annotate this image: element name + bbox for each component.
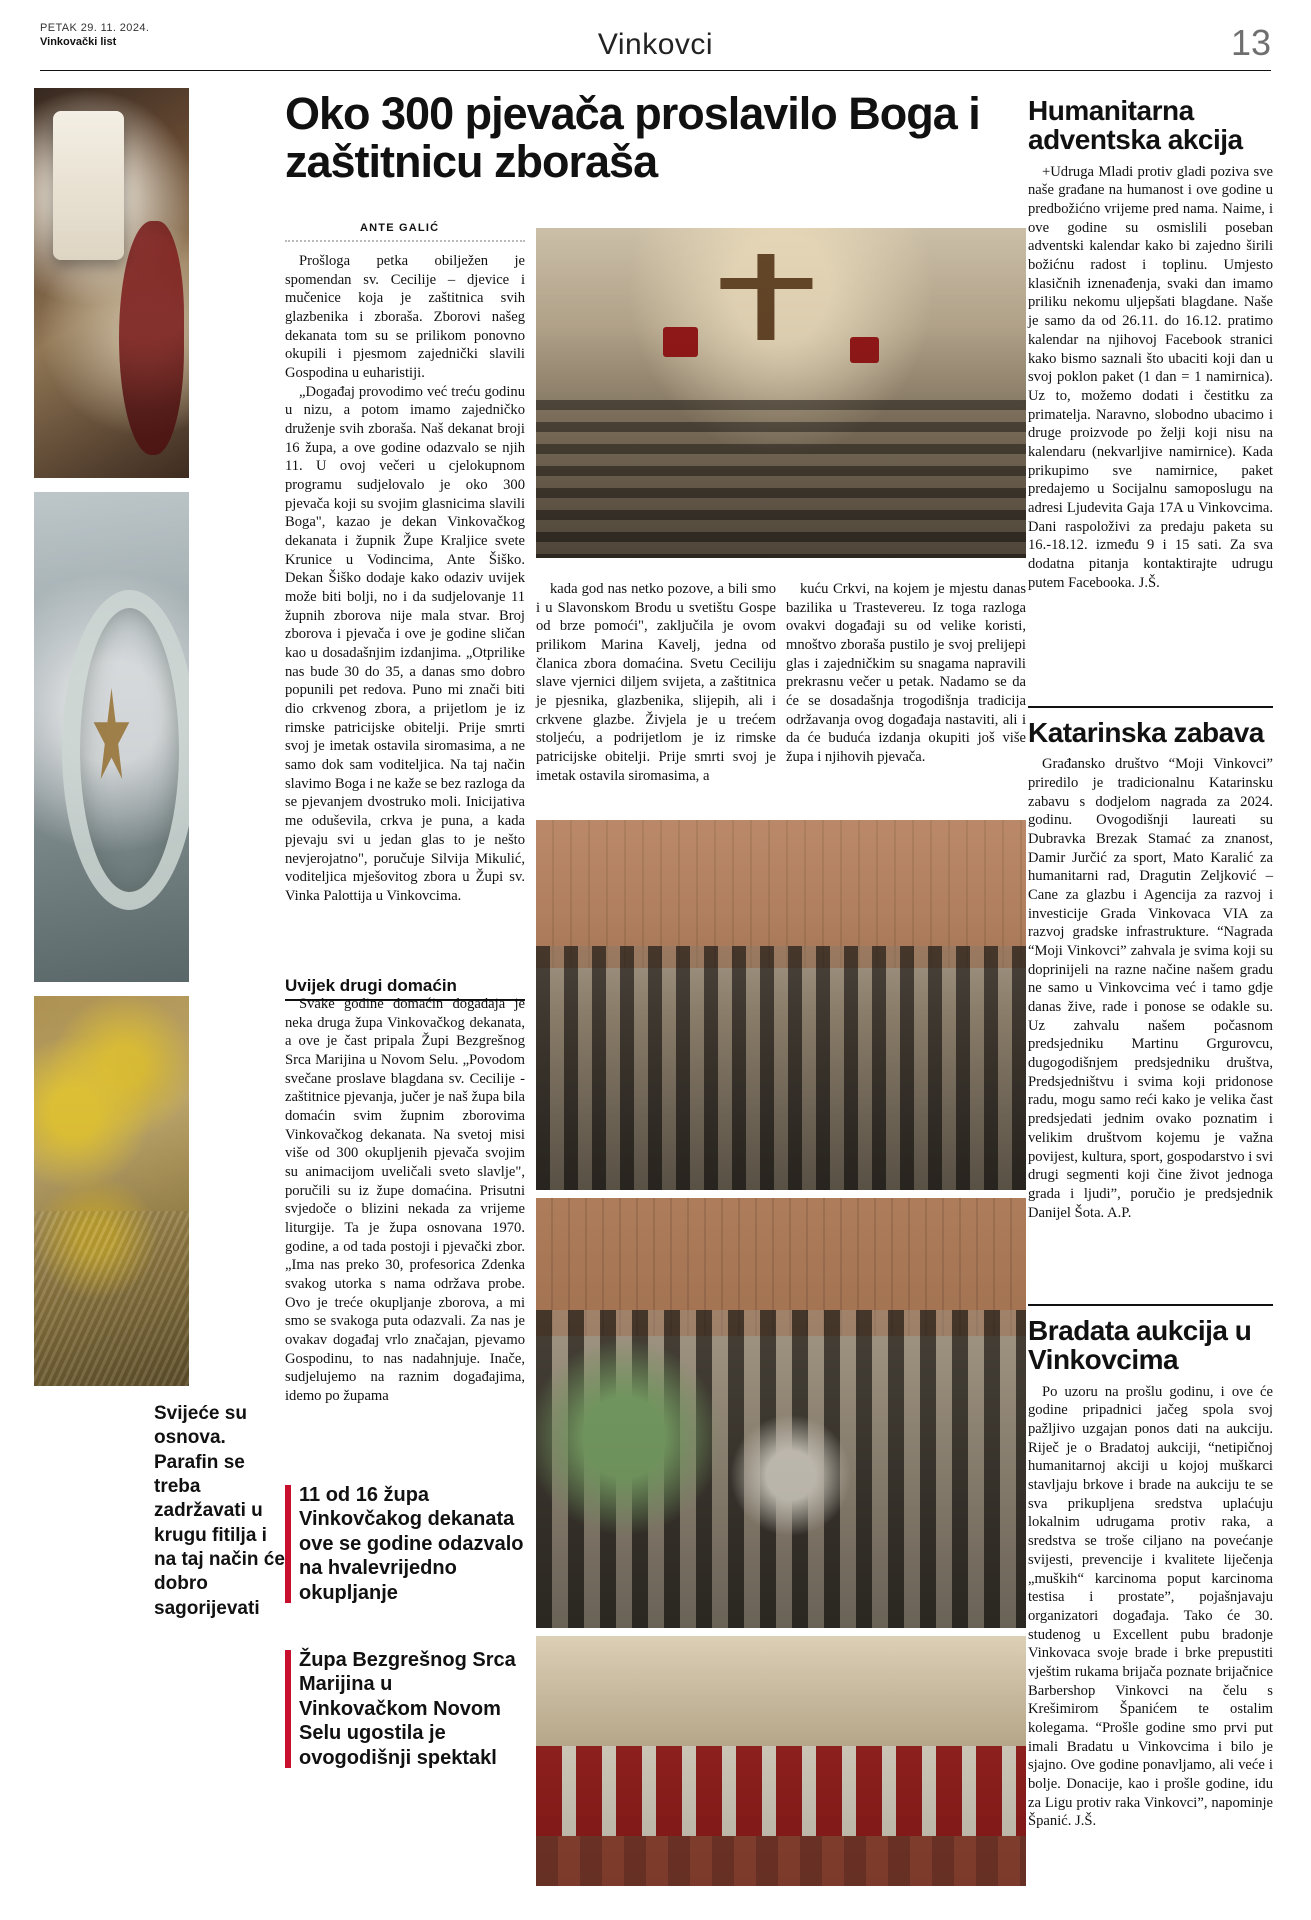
issue-date: PETAK 29. 11. 2024. [40, 22, 150, 34]
article-byline: ANTE GALIĆ [360, 222, 440, 234]
advent-candles-photo [34, 88, 189, 478]
paragraph: +Udruga Mladi protiv gladi poziva sve naše građane na humanost i ove godine u predbožićno vrijeme pred nama. Naime, i ove godine su osmislili poseban adventski kalendar kako bi zajedno širili božićnu radost i toplinu. Umjesto klasičnih iznenađenja, svaki dan imamo priliku nekomu uljepšati blagdane. Naše je samo da od 26.11. do 16.12. pratimo kalendar na njihovoj Facebook stranici kako bismo saznali što ubaciti koji dan u svoj poklon paket (1 dan = 1 namirnica). Uz to, možemo dodati i čestitku za primatelja. Naravno, slobodno ubacimo i druge proizvode po želji koji nisu na kalendaru (nekvarljive namirnice). Kada prikupimo sve namirnice, paket predajemo u Socijalnu samoposlugu na adresi Ljudevita Gaja 17A u Vinkovcima. Dani raspoloživi za predaju paketa su 16.-18.12. između 9 i 15 sati. Za sva dodatna pitanja kontaktirajte udrugu putem Facebooka. J.Š. [1028, 163, 1273, 591]
paragraph: Građansko društvo “Moji Vinkovci” priredilo je tradicionalnu Katarinsku zabavu s dodjelom nagrada za 2024. godinu. Ovogodišnji laureati su Dubravka Brezak Stamać za znanost, Damir Jurčić za sport, Mato Karalić za humanitarni rad, Dragutin Zeljković – Cane za glazbu i Agencija za razvoj i investicije Grada Vinkovaca VIA za razvoj gradske infrastrukture. “Nagrada “Moji Vinkovci” zahvala je svima koji su doprinijeli na razne načine našem gradu ne samo u Vinkovcima već i tamo gdje danas žive, rade i ponose se odakle su. Uz zahvalu našem počasnom predsjedniku Martinu Grgurovcu, dugogodišnjem predsjedniku društva, Predsjedništvu i svima koji pridonose radu, mogu samo reći kako je velika čast predsjedati jednim ovako poznatim i velikim društvom kojemu je važna povijest, kultura, sport, gospodarstvo i svi drugi segmenti koji čine život jednoga grada i ljudi”, poručio je predsjednik Danijel Šota. A.P. [1028, 756, 1273, 1221]
photo-caption: Svijeće su osnova. Parafin se treba zadržavati u krugu fitilja i na taj način će dobro sagorijevati [154, 1403, 285, 1619]
winter-wreath-photo [34, 492, 189, 982]
sidebar-body [1028, 1383, 1273, 1831]
church-altar-photo [536, 228, 1026, 558]
sidebar-title: Bradata aukcija u Vinkovcima [1028, 1315, 1252, 1376]
sidebar-item-humanitarna [1028, 96, 1273, 592]
sidebar-body [1028, 163, 1273, 592]
priests-altar-photo [536, 1636, 1026, 1886]
sidebar-item-katarinska [1028, 692, 1273, 1222]
pull-quote-2 [285, 1648, 525, 1770]
choir-seated-photo [536, 1198, 1026, 1628]
sidebar-divider [1028, 706, 1273, 708]
article-headline: Oko 300 pjevača proslavilo Boga i zaštitnicu zboraša [285, 88, 980, 187]
paragraph: Po uzoru na prošlu godinu, i ove će godine pripadnici jačeg spola svoj pažljivo uzgajan ponos dati na aukciju. Riječ je o Bradatoj aukciji, “netipičnoj humanitarnoj akciji u kojoj muškarci stavljaju brkove i brade na aukciju te se sva prikupljena sredstva uplaćuju lokalnim udrugama protiv raka, a sredstva se troše ciljano na povećanje svijesti, prevencije i kvalitete liječenja „muških“ karcinoma poput karcinoma testisa i prostate”, pojašnjavaju organizatori događaja. Tako će 30. studenog u Excellent pubu bradonje Vinkovaca svoje brade i brke prepustiti vještim rukama brijača poznate brijačnice Barbershop Vinkovci na čelu s Krešimirom Španićem te ostalim kolegama. “Prošle godine smo prvi put imali Bradatu u Vinkovcima i bilo je sjajno. Ove godine ponavljamo, ali veće i bolje. Donacije, kao i prošle godine, idu za Ligu protiv raka Vinkovci”, napominje Španić. J.Š. [1028, 1383, 1273, 1830]
paragraph: kuću Crkvi, na kojem je mjestu danas bazilika u Trastevereu. Iz toga razloga ovakvi događaji su od velike koristi, mnoštvo zboraša pustilo je svoj prelijepi glas i zajedničkim su snagama napravili prekrasnu večer u petak. Nadamo se da će se dosadašnja trogodišnja tradicija održavanja ovog događaja nastaviti, ali i da će buduća izdanja okupiti još više župa i njihovih pjevača. [786, 581, 1026, 766]
congregation-photo [536, 820, 1026, 1190]
straw-flowers-photo [34, 996, 189, 1386]
paragraph: Prošloga petka obilježen je spomendan sv. Cecilije – djevice i mučenice koja je zaštitnica svih glazbenika i zboraša. Zborovi našeg dekanata tom su se prilikom ponovno okupili i pjesmom zajednički slavili Gospodina u euharistiji. [285, 253, 525, 382]
sidebar-divider [1028, 1304, 1273, 1306]
publication-name: Vinkovački list [40, 36, 117, 48]
paragraph: Svake godine domaćin događaja je neka druga župa Vinkovačkog dekanata, a ove je čast pripala Župi Bezgrešnog Srca Marijina u Novom Selu. „Povodom svečane proslave blagdana sv. Cecilije - zaštitnice pjevanja, jučer je naš župa bila domaćin svim župnim zborovima Vinkovačkog dekanata. Na svetoj misi više od 300 okupljenih pjevača svojim su animacijom uveličali sveto slavlje", poručili su iz župe domaćina. Prisutni svjedoče o blizini nekada za vrijeme liturgije. Ta je župa osnovana 1970. godine, a od tada postoji i pjevački zbor. „Ima nas preko 30, profesorica Zdenka svakog utorka s nama održava probe. Ovo je treće okupljanje zborova, a mi smo se svakoga puta odazvali. Za nas je ovakav događaj vrlo značajan, pjevamo Gospodinu, to nas nadahnjuje. Inače, sudjelujemo na raznim događajima, idemo po župama [285, 996, 525, 1405]
pull-quote-text: 11 od 16 župa Vinkovčakog dekanata ove se godine odazvalo na hvalevrijedno okupljanje [299, 1484, 524, 1604]
page-number: 13 [1230, 22, 1271, 63]
pull-quote-1 [285, 1483, 525, 1605]
page-header [0, 0, 1311, 62]
sidebar-title: Katarinska zabava [1028, 717, 1264, 748]
sidebar-item-bradata [1028, 1290, 1273, 1831]
paragraph: „Događaj provodimo već treću godinu u nizu, a potom imamo zajedničko druženje svih zboraša. Naš dekanat broji 16 župa, a ove godine odazvalo se njih 11. U ovoj večeri u cjelokupnom programu sudjelovalo je oko 300 pjevača koji su svojim glasnicima slavili Boga", kazao je dekan Vinkovačkog dekanata i župnik Župe Kraljice svete Krunice u Vodincima, Ante Šiško. Dekan Šiško dodaje kako odaziv uvijek može biti bolji, no i da sudjelovanje 11 župnih zborova nije mala stvar. Broj zborova i pjevača i ove je godine sličan kao u dosadašnjim izdanjima. „Otprilike nas bude 30 do 35, a danas smo dobro popunili pet redova. Puno mi znači biti dio crkvenog zbora, a prijetlom je iz rimske patricijske obitelji. Prije smrti svoj je imetak ostavila siromasima, a ne samo dok sam voditeljica. Na taj način slavimo Boga i ne kaže se bez razloga da se pjevanjem dvostruko moli. Inicijativa me oduševila, crkva je puna, a kada pjevaju svi u jedan glas to je nešto nevjerojatno", poručuje Silvija Mikulić, voditeljica mješovitog zbora u Župi sv. Vinka Palottija u Vinkovcima. [285, 383, 525, 904]
article-column-2 [536, 580, 776, 800]
sidebar-body [1028, 755, 1273, 1222]
article-subheading: Uvijek drugi domaćin [285, 976, 525, 1001]
article-column-1b [285, 995, 525, 1455]
pull-quote-text: Župa Bezgrešnog Srca Marijina u Vinkovačkom Novom Selu ugostila je ovogodišnji spektakl [299, 1649, 516, 1769]
paragraph: kada god nas netko pozove, a bili smo i u Slavonskom Brodu u svetištu Gospe od brze pomoći", zaključila je ovom prilikom Marina Kavelj, jedna od članica zbora domaćina. Svetu Ceciliju slave vjernici diljem svijeta, a zaštitnica je pjesnika, glazbenika, slijepih, ali i crkvene glazbe. Živjela je u trećem stoljeću, a podrijetlom je iz rimske patricijske obitelji. Prije smrti svoj je imetak ostavila siromasima, a [536, 581, 776, 784]
article-column-3 [786, 580, 1026, 800]
section-title: Vinkovci [597, 28, 714, 61]
sidebar-title: Humanitarna adventska akcija [1028, 95, 1243, 156]
byline-divider [285, 240, 525, 242]
header-divider [40, 70, 1271, 71]
article-column-1 [285, 252, 525, 942]
